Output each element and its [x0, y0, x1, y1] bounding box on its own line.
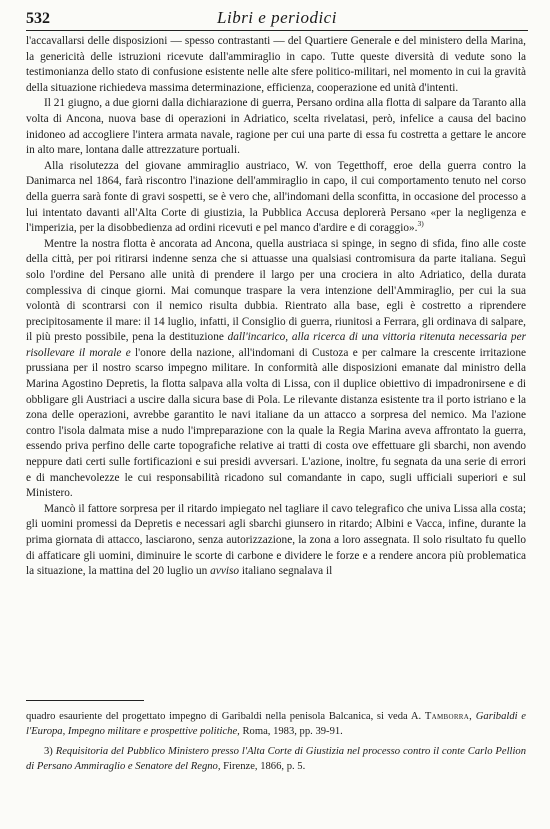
paragraph-5-text-b: italiano segnalava il [241, 565, 333, 578]
paragraph-4 [26, 237, 526, 502]
footnote-ref-3: 3) [417, 219, 424, 229]
page-number: 532 [26, 10, 50, 27]
paragraph-2: Il 21 giugno, a due giorni dalla dichiarazione di guerra, Persano ordina alla flotta di salpare da Taranto alla volta di Ancona, nuova base di operazioni in Adriatico, scelta rivelatasi, però, infelice a causa del bacino inidoneo ad accogliere l'intera armata navale, ragione per cui una parte di essa fu costretta a gettare le ancore in alto mare, lontana dalle attrezzature portuali. [26, 97, 526, 157]
footnote-3 [26, 744, 526, 774]
footnote-3-tail: Firenze, 1866, p. 5. [223, 761, 306, 772]
paragraph-3-text: Alla risolutezza del giovane ammiraglio austriaco, W. von Tegetthoff, eroe della guerra contro la Danimarca nel 1864, farà riscontro l'inazione dell'ammiraglio in capo, il cui comportamento tenuto nel corso della guerra sarà fonte di gravi sospetti, se è vero che, all'indomani della sconfitta, in occasione del processo a lui intentato davanti all'Alta Corte di giustizia, la Pubblica Accusa deplorerà Persano «per la negligenza e l'imperizia, per la disobbedienza ad ordini ricevuti e pel manco d'ardire e di coraggio». [26, 159, 526, 235]
paragraph-4-text-a: Mentre la nostra flotta è ancorata ad Ancona, quella austriaca si spinge, in segno di sfida, fino alle coste della città, per poi ritirarsi indenne senza che si attuasse una qualsiasi contromisura da parte italiana. Seguì solo l'ordine del Persano alle unità di prendere il largo per una crociera in alto Adriatico, della durata complessiva di cinque giorni. Mai comunque traspare la vera intenzione dell'Ammiraglio, per cui la sua volontà di scontrarsi con il nemico risulta dubbia. Rientrato alla base, egli è costretto a riprendere precipitosamente il mare: il 14 luglio, infatti, il Consiglio di guerra, riunitosi a Ferrara, gli ordinava di salpare, il più presto possibile, pena la destituzione [26, 237, 526, 344]
footnote-3-marker: 3) [44, 746, 53, 757]
paragraph-1: l'accavallarsi delle disposizioni — spesso contrastanti — del Quartiere Generale e del ministero della Marina, la genericità delle istruzioni ricevute dall'ammiraglio in capo. Tutte queste diversità di vedute sono la testimonianza dello stato di confusione esistente nelle alte sfere politico-militari, nel momento in cui la gravità della situazione richiedeva massima determinazione, efficienza, cooperazione ed unità d'intenti. [26, 35, 526, 94]
paragraph-4-italic: dall'incarico, alla ricerca di una vittoria ritenuta necessaria per risollevare il morale e [26, 331, 526, 359]
footnote-author: Tamborra, [424, 711, 473, 722]
paragraph-5-text-a: Mancò il fattore sorpresa per il ritardo impiegato nel tagliare il cavo telegrafico che univa Lissa alla costa; gli uomini promessi da Depretis e necessari agli sbarchi giunsero in ritardo; Albini e Vacca, infine, durante la prima giornata di attacco, lasciarono, senza autorizzazione, la zona a loro assegnata. Il solo risultato fu quello di affaticare gli uomini, diminuire le scorte di carbone e dividere le forze e a rendere ancora più problematica la situazione, la mattina del 20 luglio un [26, 502, 526, 578]
footnote-continued-tail: Roma, 1983, pp. 39-91. [242, 726, 343, 737]
footnote-continued-text: quadro esauriente del progettato impegno di Garibaldi nella penisola Balcanica, si veda A. [26, 711, 422, 722]
footnote-divider [26, 700, 144, 701]
footnotes [26, 709, 526, 779]
paragraph-4-text-b: l'onore della nazione, all'indomani di Custoza e per calmare la crescente irritazione prussiana per il nostro scarso impegno militare. In conformità alle disposizioni emanate dal ministro della Marina Agostino Depretis, la flotta salpava alla volta di Lissa, con il duplice obiettivo di impadronirsene e di obbligare gli Austriaci a uscire dalla sicura base di Pola. Le rilevante distanza esistente tra il porto istriano e la zona delle operazioni, avrebbe garantito le navi italiane da un attacco a sorpresa del nemico. Ma l'azione contro l'isola dalmata mise a nudo l'impreparazione con la quale la Regia Marina aveva affrontato la guerra, essendo priva perfino delle carte topografiche relative ai tratti di costa ove effettuare gli sbarchi, non avendo neppure dati certi sulle fortificazioni e sui presidi avversari. L'azione, inoltre, fu segnata da una serie di errori e di manchevolezze le cui responsabilità ricadono sul comandante in capo, sugli ufficiali superiori e sul Ministero. [26, 346, 526, 500]
footnote-book-title: Garibaldi e l'Europa, Impegno militare e prospettive politiche, [26, 711, 526, 737]
footnote-continued [26, 709, 526, 739]
running-title: Libri e periodici [217, 8, 337, 27]
footnote-3-title: Requisitoria del Pubblico Ministero presso l'Alta Corte di Giustizia nel processo contro il conte Carlo Pellion di Persano Ammiraglio e Senatore del Regno, [26, 746, 526, 772]
paragraph-5 [26, 502, 526, 580]
page-header [26, 6, 528, 31]
paragraph-5-italic: avviso [210, 565, 240, 578]
main-text [26, 34, 526, 580]
paragraph-3 [26, 159, 526, 237]
